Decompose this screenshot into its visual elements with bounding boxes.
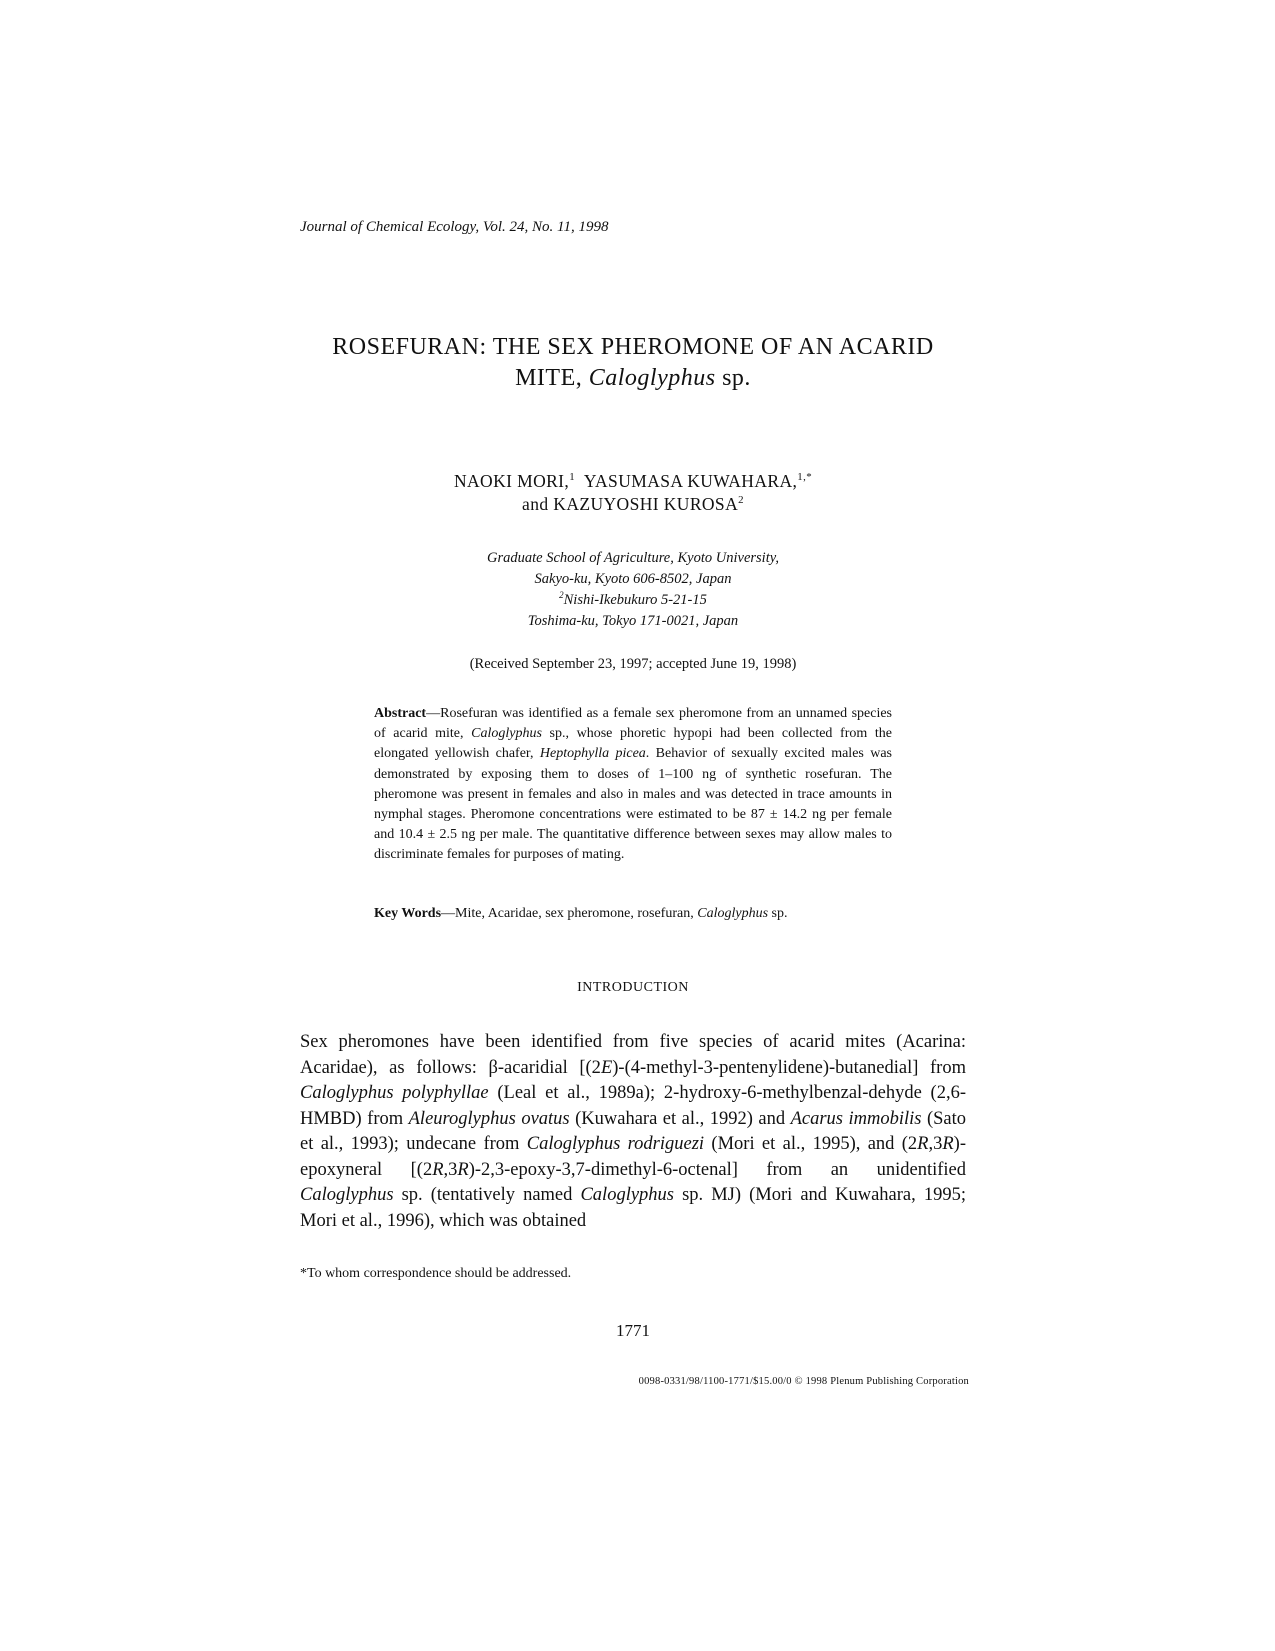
abstract-text-2: sp., whose phoretic hypopi had been collected from the elongated yellowish chafer, [374, 726, 892, 762]
intro-text-9: ,3 [443, 1159, 458, 1180]
received-dates: (Received September 23, 1997; accepted June 19, 1998) [469, 656, 797, 672]
author-list [280, 470, 986, 516]
introduction-heading: INTRODUCTION [577, 980, 689, 995]
intro-italic-6: R [917, 1134, 929, 1154]
intro-text-6: (Mori et al., 1995), and (2 [704, 1134, 918, 1154]
abstract [374, 704, 892, 866]
title-line-2-prefix: MITE, [515, 365, 589, 391]
intro-italic-1: E [600, 1057, 613, 1078]
affiliation-2-mark: 2 [559, 590, 564, 601]
intro-text-3: (Leal et al., 1989a); 2-hydroxy-6-methylbenzal-dehyde (2,6-HMBD) from [300, 1083, 966, 1129]
authors-line-2 [280, 493, 986, 516]
abstract-text-3: . Behavior of sexually excited males was demonstrated by exposing them to doses of 1–100 ng of synthetic rosefuran. The pheromone was present in females and also in males and was detected in trace amounts in nymphal stages. Pheromone concentrations were estimated to be 87 ± 14.2 ng per female and 10.4 ± 2.5 ng per male. The quantitative difference between sexes may allow males to discriminate females for purposes of mating. [374, 746, 893, 863]
key-words-genus: Caloglyphus [697, 906, 769, 921]
affiliation-line-2: Sakyo-ku, Kyoto 606-8502, Japan [534, 571, 732, 587]
page-number: 1771 [616, 1321, 650, 1340]
abstract-dash: — [426, 706, 441, 721]
affiliation-line-3-text: Nishi-Ikebukuro 5-21-15 [563, 592, 707, 608]
intro-italic-9: R [457, 1159, 469, 1180]
intro-text-4: (Kuwahara et al., 1992) and [569, 1108, 791, 1129]
intro-italic-3: Aleuroglyphus ovatus [408, 1108, 570, 1129]
key-words-dash: — [441, 906, 456, 921]
intro-italic-7: R [942, 1134, 954, 1154]
intro-italic-11: Caloglyphus [580, 1185, 674, 1205]
key-words [374, 906, 892, 922]
abstract-label: Abstract [374, 706, 427, 721]
correspondence-footnote: *To whom correspondence should be addressed. [300, 1266, 572, 1281]
intro-italic-10: Caloglyphus [300, 1185, 394, 1205]
intro-text-1: Sex pheromones have been identified from five species of acarid mites (Acarina: Acaridae), as follows: β-acaridial [(2 [300, 1032, 966, 1078]
introduction-paragraph [300, 1030, 966, 1234]
title-genus: Caloglyphus [588, 365, 716, 391]
intro-text-8: )-epoxyneral [(2 [300, 1134, 966, 1180]
intro-text-11: sp. (tentatively named [393, 1185, 581, 1205]
affiliation-line-3 [280, 590, 986, 611]
copyright-line: 0098-0331/98/1100-1771/$15.00/0 © 1998 Plenum Publishing Corporation [638, 1376, 969, 1387]
affiliation-line-1: Graduate School of Agriculture, Kyoto University, [487, 550, 779, 566]
author-3: KAZUYOSHI KUROSA [553, 494, 739, 514]
author-3-mark: 2 [738, 494, 744, 507]
author-2-mark: 1,* [797, 471, 813, 484]
key-words-text: Mite, Acaridae, sex pheromone, rosefuran, [455, 906, 698, 921]
intro-text-2: )-(4-methyl-3-pentenylidene)-butanedial] from [612, 1057, 966, 1078]
authors-line-1 [280, 470, 986, 493]
intro-text-5: (Sato et al., 1993); undecane from [300, 1108, 967, 1154]
abstract-host-species: Heptophylla picea [539, 746, 646, 762]
title-line-2-suffix: sp. [715, 365, 751, 391]
intro-italic-2: Caloglyphus polyphyllae [300, 1083, 489, 1103]
intro-italic-8: R [432, 1159, 444, 1180]
intro-italic-4: Acarus immobilis [790, 1108, 922, 1129]
intro-italic-5: Caloglyphus rodriguezi [526, 1134, 705, 1154]
author-2: YASUMASA KUWAHARA, [583, 471, 798, 491]
author-conjunction: and [522, 494, 549, 514]
key-words-label: Key Words [374, 906, 442, 921]
intro-text-12: sp. MJ) (Mori and Kuwahara, 1995; Mori et al., 1996), which was obtained [300, 1185, 966, 1231]
intro-text-7: ,3 [928, 1134, 943, 1154]
abstract-text-1: Rosefuran was identified as a female sex pheromone from an unnamed species of acarid mite, [374, 706, 892, 742]
journal-citation: Journal of Chemical Ecology, Vol. 24, No. 11, 1998 [300, 219, 609, 235]
author-1: NAOKI MORI, [453, 471, 570, 491]
title-line-2 [280, 363, 986, 394]
abstract-genus: Caloglyphus [471, 726, 542, 742]
key-words-suffix: sp. [768, 906, 788, 921]
affiliations [280, 548, 986, 632]
article-title [280, 332, 986, 394]
title-line-1: ROSEFURAN: THE SEX PHEROMONE OF AN ACARID [332, 334, 934, 360]
intro-text-10: )-2,3-epoxy-3,7-dimethyl-6-octenal] from an unidentified [468, 1159, 966, 1180]
author-1-mark: 1 [569, 471, 576, 484]
affiliation-line-4: Toshima-ku, Tokyo 171-0021, Japan [527, 613, 739, 629]
